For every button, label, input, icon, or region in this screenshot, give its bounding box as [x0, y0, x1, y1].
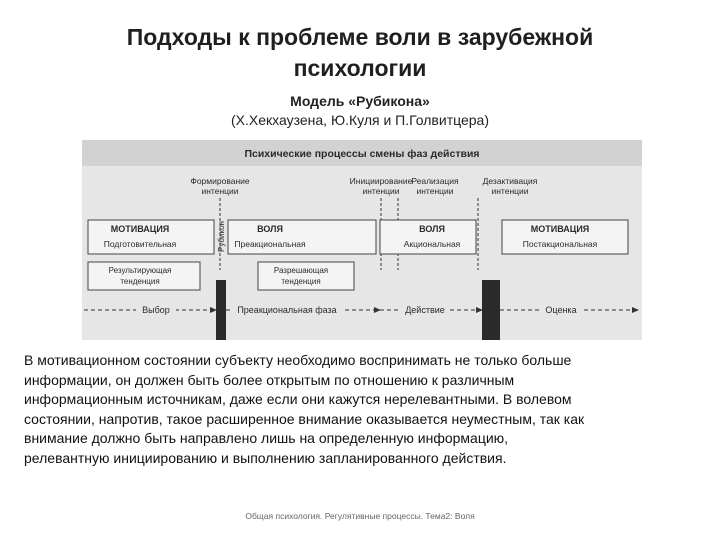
- tendency-resultant-1: Результирующая: [108, 266, 172, 275]
- diagram-svg: [82, 140, 642, 340]
- body-paragraph: [24, 351, 700, 468]
- rubicon-label: Рубикон: [217, 221, 226, 252]
- slide-footer: Общая психология. Регулятивные процессы. Тема2: Воля: [245, 511, 475, 521]
- body-line: В мотивационном состоянии субъекту необходимо воспринимать не только больше: [24, 352, 572, 368]
- label-formation-1: Формирование: [190, 176, 250, 186]
- body-line: информационным источникам, даже если они кажутся нерелевантными. В волевом: [24, 391, 572, 407]
- timeline-action: Действие: [405, 305, 445, 315]
- phase-volition-1: ВОЛЯ: [257, 224, 283, 234]
- label-realization-1: Реализация: [411, 176, 459, 186]
- label-formation-2: интенции: [201, 186, 239, 196]
- title-line-2: психологии: [293, 55, 427, 81]
- authors-line: (Х.Хекхаузена, Ю.Куля и П.Голвитцера): [231, 112, 489, 128]
- body-line: релевантную инициированию и выполнению запланированного действия.: [24, 449, 507, 466]
- tendency-permissive-2: тенденция: [281, 277, 321, 286]
- timeline-evaluation: Оценка: [545, 305, 577, 315]
- rubicon-model-diagram: [82, 140, 642, 340]
- label-deactivation-2: интенции: [491, 186, 529, 196]
- label-deactivation-1: Дезактивация: [482, 176, 538, 186]
- phase-postactional: Постакциональная: [522, 239, 598, 249]
- phase-predecisional: Подготовительная: [103, 239, 177, 249]
- label-initiation-1: Инициирование: [349, 176, 413, 186]
- body-line: информации, он должен быть более открытым по отношению к различным: [24, 371, 515, 388]
- rubicon-bar: [216, 280, 226, 340]
- body-line: состоянии, напротив, такое расширенное внимание оказывается неуместным, так как: [24, 410, 585, 427]
- phase-motivation-1: МОТИВАЦИЯ: [110, 224, 170, 234]
- timeline-choice: Выбор: [142, 305, 170, 315]
- tendency-permissive-1: Разрешающая: [273, 266, 329, 275]
- label-initiation-2: интенции: [362, 186, 400, 196]
- phase-actional: Акциональная: [403, 239, 461, 249]
- phase-volition-2: ВОЛЯ: [419, 224, 445, 234]
- deactivation-bar: [482, 280, 500, 340]
- body-line: внимание должно быть направлено лишь на определенную информацию,: [24, 430, 509, 446]
- timeline-preactional-phase: Преакциональная фаза: [237, 305, 337, 315]
- phase-motivation-2: МОТИВАЦИЯ: [530, 224, 590, 234]
- phase-preactional: Преакциональная: [234, 239, 306, 249]
- model-subtitle: Модель «Рубикона»: [290, 93, 430, 109]
- tendency-resultant-2: тенденция: [120, 277, 160, 286]
- figure-header: Психические процессы смены фаз действия: [244, 148, 480, 160]
- label-realization-2: интенции: [416, 186, 454, 196]
- title-line-1: Подходы к проблеме воли в зарубежной: [126, 24, 594, 50]
- slide-title: [60, 22, 660, 84]
